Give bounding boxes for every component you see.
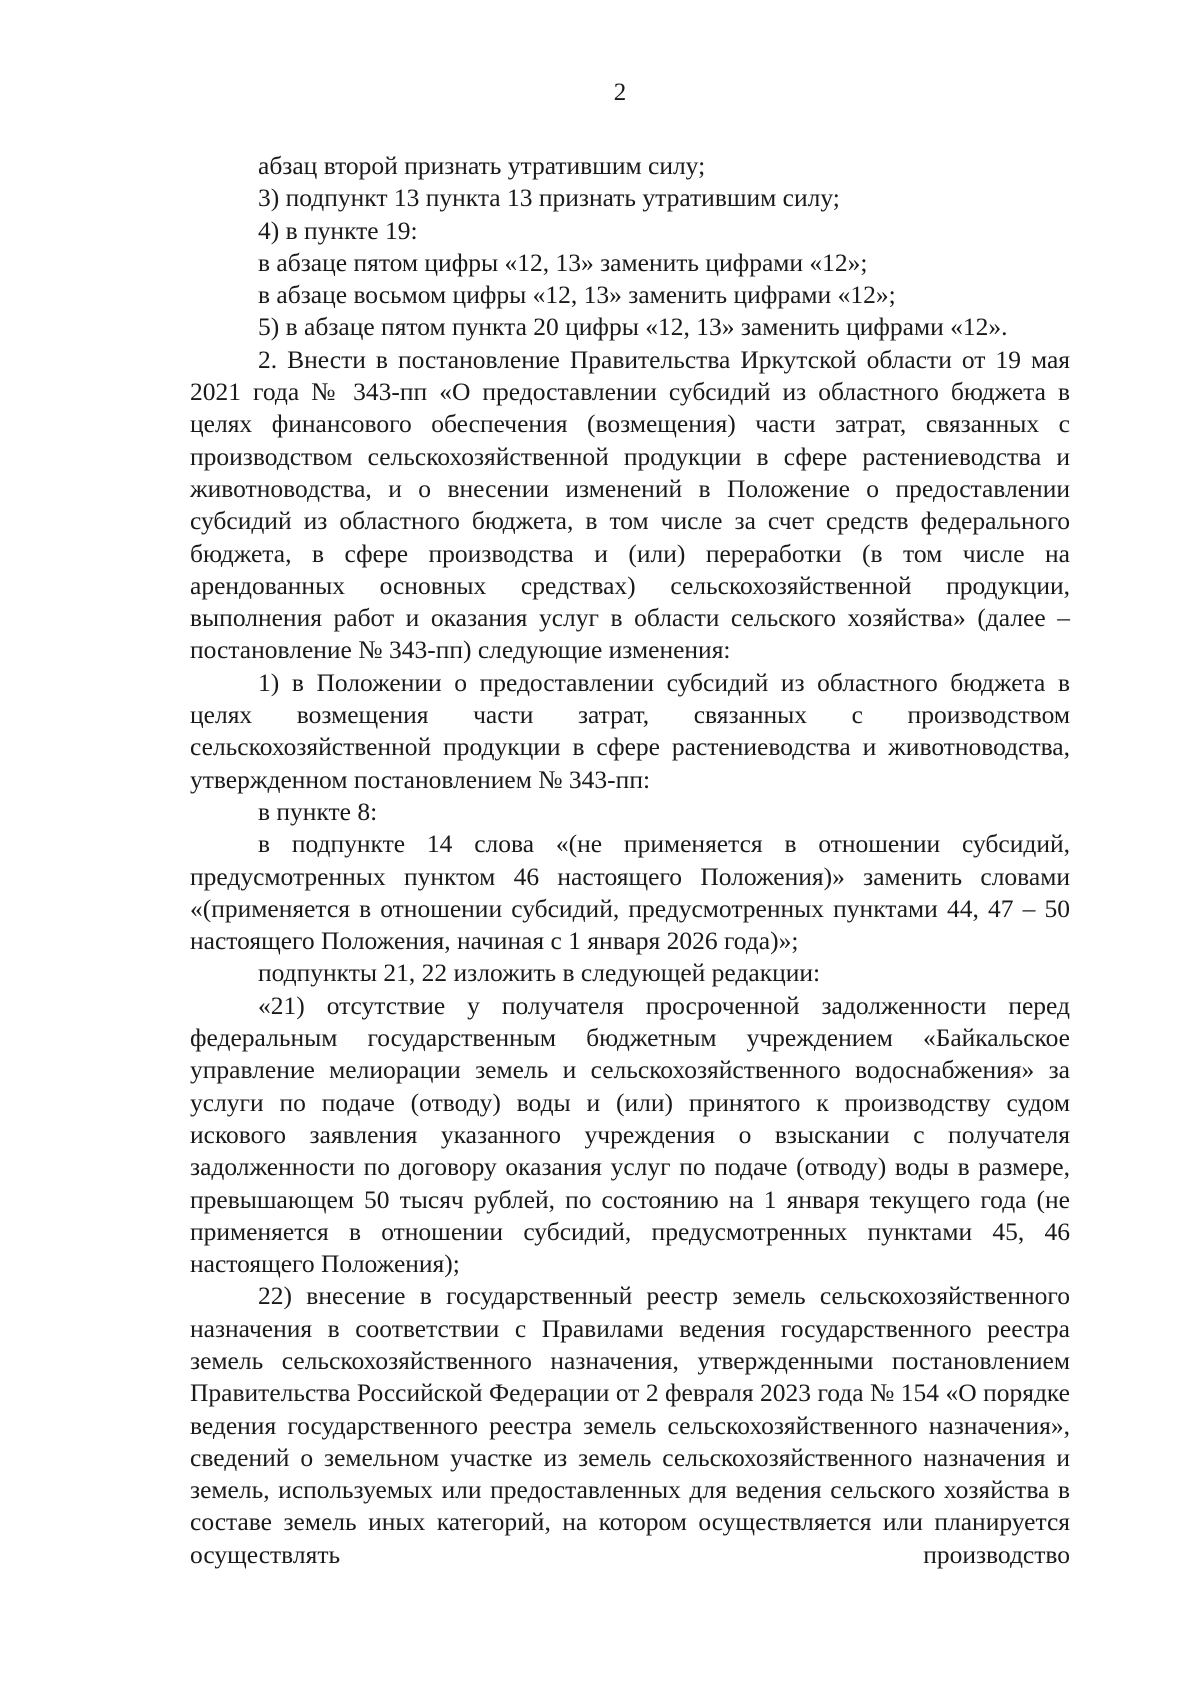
paragraph: абзац второй признать утратившим силу; bbox=[258, 151, 706, 180]
paragraph: 3) подпункт 13 пункта 13 признать утратившим силу; bbox=[258, 183, 840, 213]
paragraph: подпункты 21, 22 изложить в следующей редакции: bbox=[258, 958, 821, 988]
page-number: 2 bbox=[613, 79, 627, 106]
paragraph: 22) внесение в государственный реестр земель сельскохозяйственного назначения в соответствии с Правилами ведения государственного реестра земель сельскохозяйственного назначения, утвержденными постановлением Правительства Российской Федерации от 2 февраля 2023 года № 154 «О порядке ведения государственного реестра земель сельскохозяйственного назначения», сведений о земельном участке из земель сельскохозяйственного назначения и земель, используемых или предоставленных для ведения сельского хозяйства в составе земель иных категорий, на котором осуществляется или планируется осуществлять производство bbox=[190, 1281, 1070, 1569]
paragraph: в абзаце пятом цифры «12, 13» заменить цифрами «12»; bbox=[258, 247, 868, 277]
paragraph: в абзаце восьмом цифры «12, 13» заменить цифрами «12»; bbox=[258, 280, 896, 310]
paragraph: 2. Внести в постановление Правительства Иркутской области от 19 мая 2021 года № 343-пп «О предоставлении субсидий из областного бюджета в целях финансового обеспечения (возмещения) части затрат, связанных с производством сельскохозяйственной продукции в сфере растениеводства и животноводства, и о внесении изменений в Положение о предоставлении субсидий из областного бюджета, в том числе за счет средств федерального бюджета, в сфере производства и (или) переработки (в том числе на арендованных основных средствах) сельскохозяйственной продукции, выполнения работ и оказания услуг в области сельского хозяйства» (далее – постановление № 343-пп) следующие изменения: bbox=[190, 344, 1070, 665]
paragraph: 1) в Положении о предоставлении субсидий из областного бюджета в целях возмещения части затрат, связанных с производством сельскохозяйственной продукции в сфере растениеводства и животноводства, утвержденном постановлением № 343-пп: bbox=[190, 667, 1070, 794]
paragraph: в пункте 8: bbox=[258, 796, 378, 826]
paragraph: 4) в пункте 19: bbox=[258, 215, 418, 245]
paragraph: 5) в абзаце пятом пункта 20 цифры «12, 13» заменить цифрами «12». bbox=[258, 312, 1008, 342]
paragraph: в подпункте 14 слова «(не применяется в отношении субсидий, предусмотренных пунктом 46 настоящего Положения)» заменить словами «(применяется в отношении субсидий, предусмотренных пунктами 44, 47 – 50 настоящего Положения, начиная с 1 января 2026 года)»; bbox=[190, 829, 1070, 956]
document-body bbox=[190, 150, 1070, 1571]
paragraph: «21) отсутствие у получателя просроченной задолженности перед федеральным государственным бюджетным учреждением «Байкальское управление мелиорации земель и сельскохозяйственного водоснабжения» за услуги по подаче (отводу) воды и (или) принятого к производству судом искового заявления указанного учреждения о взыскании с получателя задолженности по договору оказания услуг по подаче (отводу) воды в размере, превышающем 50 тысяч рублей, по состоянию на 1 января текущего года (не применяется в отношении субсидий, предусмотренных пунктами 45, 46 настоящего Положения); bbox=[190, 990, 1070, 1279]
